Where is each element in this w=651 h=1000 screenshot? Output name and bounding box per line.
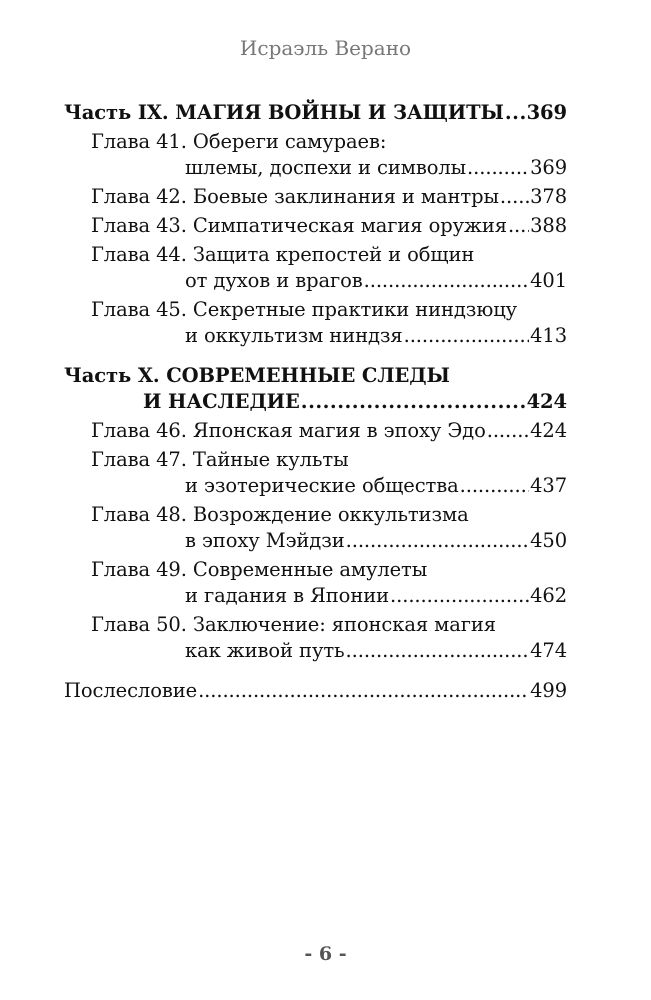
- toc-chapter-label: шлемы, доспехи и символы: [185, 156, 467, 179]
- toc-page-number: 401: [530, 269, 567, 292]
- toc-chapter-label: Глава 47. Тайные культы: [91, 448, 349, 471]
- toc-chapter-label: Глава 49. Современные амулеты: [91, 558, 428, 581]
- toc-chapter-48[interactable]: [64, 528, 567, 554]
- toc-page-number: 474: [530, 639, 567, 662]
- running-head: Исраэль Верано: [239, 36, 412, 60]
- toc-page-number: 437: [530, 474, 567, 497]
- toc-page-number: 378: [530, 185, 567, 208]
- toc-chapter-label: Глава 41. Обереги самураев:: [91, 130, 387, 153]
- toc-chapter-43[interactable]: [64, 213, 567, 239]
- toc-page-number: 450: [530, 529, 567, 552]
- toc-chapter-label: и оккультизм ниндзя: [185, 324, 403, 347]
- toc-part-9[interactable]: [64, 100, 567, 126]
- toc-chapter-46[interactable]: [64, 418, 567, 444]
- toc-chapter-49[interactable]: [64, 583, 567, 609]
- toc-chapter-label: Глава 48. Возрождение оккультизма: [91, 503, 469, 526]
- toc-chapter-label: Глава 43. Симпатическая магия оружия: [91, 214, 507, 237]
- leader-dots: [460, 473, 529, 499]
- leader-dots: [508, 213, 529, 239]
- toc-chapter-label: Глава 45. Секретные практики ниндзюцу: [91, 298, 518, 321]
- leader-dots: [346, 528, 529, 554]
- toc-page-number: 499: [530, 679, 567, 702]
- toc-part-title: Часть X. СОВРЕМЕННЫЕ СЛЕДЫ: [64, 364, 450, 387]
- leader-dots: [346, 638, 530, 664]
- leader-dots: [198, 678, 529, 704]
- toc-chapter-44-title[interactable]: [64, 242, 567, 268]
- toc-afterword-label: Послесловие: [64, 679, 198, 702]
- leader-dots: [505, 100, 526, 126]
- table-of-contents: [64, 100, 567, 704]
- toc-chapter-42[interactable]: [64, 184, 567, 210]
- toc-page-number: 413: [530, 324, 567, 347]
- toc-part-title: И НАСЛЕДИЕ: [143, 390, 300, 413]
- toc-part-10[interactable]: [64, 389, 567, 415]
- page-number: - 6 -: [304, 943, 347, 965]
- toc-chapter-47[interactable]: [64, 473, 567, 499]
- toc-part-10-title[interactable]: [64, 363, 567, 389]
- toc-page-number: 424: [526, 390, 567, 413]
- leader-dots: [487, 418, 529, 444]
- toc-chapter-49-title[interactable]: [64, 557, 567, 583]
- toc-part-title: Часть IX. МАГИЯ ВОЙНЫ И ЗАЩИТЫ: [64, 101, 504, 124]
- toc-chapter-41[interactable]: [64, 155, 567, 181]
- toc-page-number: 462: [530, 584, 567, 607]
- leader-dots: [390, 583, 529, 609]
- leader-dots: [404, 323, 529, 349]
- toc-page-number: 388: [530, 214, 567, 237]
- toc-chapter-label: от духов и врагов: [185, 269, 363, 292]
- toc-page-number: 369: [530, 156, 567, 179]
- toc-chapter-44[interactable]: [64, 268, 567, 294]
- toc-chapter-label: в эпоху Мэйдзи: [185, 529, 345, 552]
- leader-dots: [364, 268, 529, 294]
- leader-dots: [467, 155, 529, 181]
- toc-chapter-47-title[interactable]: [64, 447, 567, 473]
- toc-chapter-45[interactable]: [64, 323, 567, 349]
- toc-chapter-48-title[interactable]: [64, 502, 567, 528]
- toc-chapter-50-title[interactable]: [64, 612, 567, 638]
- toc-chapter-label: Глава 46. Японская магия в эпоху Эдо: [91, 419, 486, 442]
- toc-chapter-label: и гадания в Японии: [185, 584, 390, 607]
- toc-chapter-label: как живой путь: [185, 639, 345, 662]
- toc-chapter-label: Глава 50. Заключение: японская магия: [91, 613, 496, 636]
- leader-dots: [301, 389, 526, 415]
- toc-chapter-label: Глава 42. Боевые заклинания и мантры: [91, 185, 499, 208]
- toc-afterword[interactable]: [64, 678, 567, 704]
- toc-page-number: 369: [526, 101, 567, 124]
- toc-chapter-50[interactable]: [64, 638, 567, 664]
- toc-chapter-41-title[interactable]: [64, 129, 567, 155]
- toc-page-number: 424: [530, 419, 567, 442]
- toc-chapter-45-title[interactable]: [64, 297, 567, 323]
- toc-chapter-label: Глава 44. Защита крепостей и общин: [91, 243, 475, 266]
- leader-dots: [500, 184, 529, 210]
- toc-chapter-label: и эзотерические общества: [185, 474, 459, 497]
